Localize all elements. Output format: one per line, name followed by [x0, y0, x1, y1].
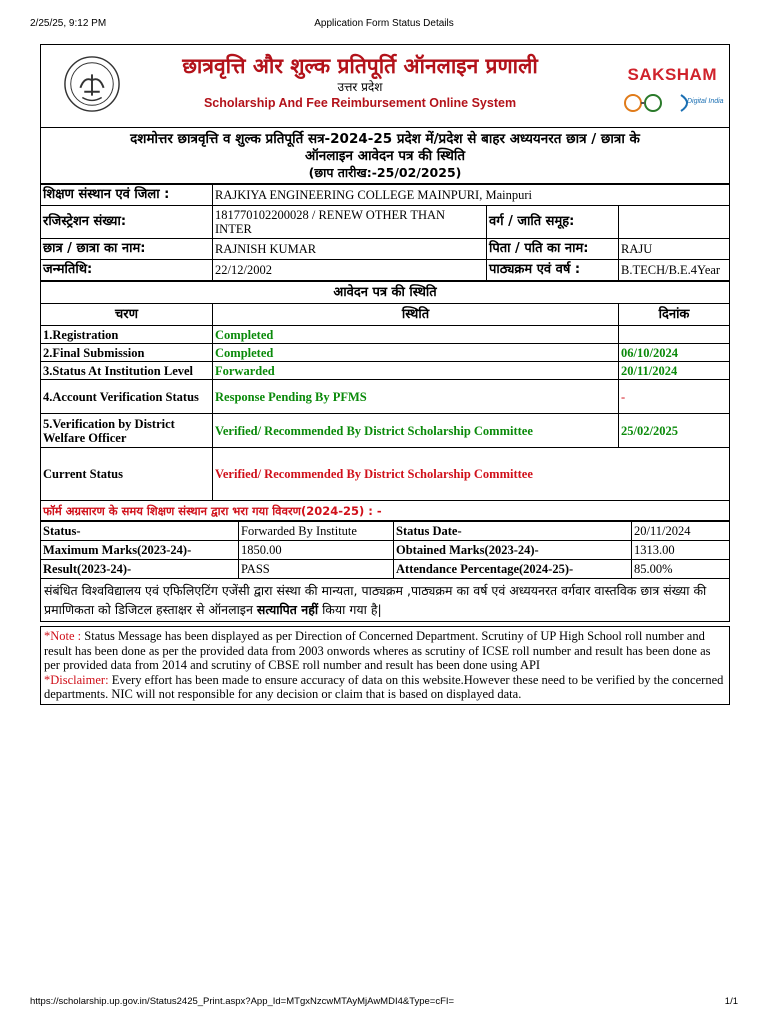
table-row [41, 380, 730, 414]
table-row [41, 344, 730, 362]
date-cell: 06/10/2024 [619, 344, 730, 362]
header-banner [40, 44, 730, 128]
column-header-status: स्थिति [213, 304, 619, 326]
disclaimer-box [40, 626, 730, 705]
table-row [41, 185, 730, 206]
table-row [41, 326, 730, 344]
form-title-block [40, 128, 730, 184]
stage-cell: 5.Verification by District Welfare Officer [41, 414, 213, 448]
status-cell: Verified/ Recommended By District Scholarship Committee [213, 414, 619, 448]
date-cell: - [619, 380, 730, 414]
note-text: Status Message has been displayed as per Direction of Concerned Department. Scrutiny of UP High School roll number and result has been done as per the provided data from 2003 onwords wheres as scrutiny of ICSE roll number and result has been done as per provided data from 2014 and scrutiny of CBSE roll number and result has been done using API [44, 629, 711, 672]
print-footer [30, 996, 738, 1010]
inst-status-label: Status- [41, 522, 239, 541]
print-title: Application Form Status Details [314, 18, 454, 29]
applicant-info-table [40, 184, 730, 281]
svg-text:Digital India: Digital India [687, 98, 724, 105]
student-name-label: छात्र / छात्रा का नाम: [41, 239, 213, 260]
verification-text: संबंधित विश्वविद्यालय एवं एफिलिएटिंग एजेंसी द्वारा संस्था की मान्यता, पाठ्यक्रम ,पाठ्यक्रम का वर्ष एवं अध्ययनरत वर्गवार वास्तविक छात्र संख्या की प्रमाणिकता को डिजिटल हस्ताक्षर से ऑनलाइन [44, 583, 707, 617]
date-cell [619, 326, 730, 344]
portal-english-title: Scholarship And Fee Reimbursement Online System [203, 96, 517, 110]
table-row [41, 362, 730, 380]
institution-section-heading: फॉर्म अग्रसारण के समय शिक्षण संस्थान द्वारा भरा गया विवरण(2024-25) : - [41, 501, 730, 521]
stage-cell: 3.Status At Institution Level [41, 362, 213, 380]
table-row [41, 448, 730, 501]
date-cell: 20/11/2024 [619, 362, 730, 380]
not-verified-text: सत्यापित नहीं [256, 602, 319, 617]
current-status-label: Current Status [41, 448, 213, 501]
print-header [30, 18, 738, 32]
verification-notice [40, 579, 730, 622]
stage-cell: 1.Registration [41, 326, 213, 344]
result-label: Result(2023-24)- [41, 560, 239, 579]
application-status-table [40, 281, 730, 521]
up-government-emblem-icon [63, 55, 121, 113]
disclaimer-text: Every effort has been made to ensure accuracy of data on this website.However these need to be verified by the concerned departments. NIC will not responsible for any decision or claim that is based on displayed data. [44, 672, 724, 701]
status-cell: Response Pending By PFMS [213, 380, 619, 414]
print-date: (छाप तारीख:-25/02/2025) [308, 165, 462, 180]
form-title-line1: दशमोत्तर छात्रवृत्ति व शुल्क प्रतिपूर्ति सत्र-2024-25 प्रदेश में/प्रदेश से बाहर अध्ययनरत छात्र / छात्रा के [130, 131, 640, 147]
portal-hindi-title: छात्रवृत्ति और शुल्क प्रतिपूर्ति ऑनलाइन प्रणाली [182, 54, 538, 78]
status-cell: Completed [213, 344, 619, 362]
table-row [41, 501, 730, 521]
father-name-value: RAJU [619, 239, 730, 260]
caste-label: वर्ग / जाति समूह: [487, 206, 619, 239]
status-document [40, 44, 730, 705]
table-row [41, 282, 730, 304]
attendance-value: 85.00% [632, 560, 730, 579]
form-title-line2: ऑनलाइन आवेदन पत्र की स्थिति [304, 148, 466, 164]
saksham-logo: SAKSHAM [627, 65, 717, 84]
swachh-bharat-glasses-icon [619, 91, 669, 115]
status-section-heading: आवेदन पत्र की स्थिति [41, 282, 730, 304]
column-header-date: दिनांक [619, 304, 730, 326]
institution-value: RAJKIYA ENGINEERING COLLEGE MAINPURI, Mainpuri [213, 185, 730, 206]
registration-label: रजिस्ट्रेशन संख्या: [41, 206, 213, 239]
max-marks-label: Maximum Marks(2023-24)- [41, 541, 239, 560]
note-label: *Note : [44, 629, 82, 643]
table-row [41, 414, 730, 448]
table-row [41, 560, 730, 579]
registration-value: 181770102200028 / RENEW OTHER THAN INTER [213, 206, 487, 239]
status-cell: Completed [213, 326, 619, 344]
table-row [41, 522, 730, 541]
inst-status-value: Forwarded By Institute [239, 522, 394, 541]
table-row [41, 260, 730, 281]
print-datetime: 2/25/25, 9:12 PM [30, 18, 107, 29]
table-row [41, 304, 730, 326]
stage-cell: 2.Final Submission [41, 344, 213, 362]
page-number: 1/1 [724, 996, 738, 1007]
disclaimer-label: *Disclaimer: [44, 672, 109, 687]
verification-text-end: किया गया है| [322, 602, 382, 617]
current-status-value: Verified/ Recommended By District Scholarship Committee [213, 448, 730, 501]
state-name: उत्तर प्रदेश [337, 80, 383, 94]
max-marks-value: 1850.00 [239, 541, 394, 560]
table-row [41, 206, 730, 239]
attendance-label: Attendance Percentage(2024-25)- [394, 560, 632, 579]
stage-cell: 4.Account Verification Status [41, 380, 213, 414]
digital-india-logo-icon [675, 91, 724, 115]
institution-details-table [40, 521, 730, 579]
status-cell: Forwarded [213, 362, 619, 380]
status-date-label: Status Date- [394, 522, 632, 541]
obtained-marks-label: Obtained Marks(2023-24)- [394, 541, 632, 560]
result-value: PASS [239, 560, 394, 579]
status-date-value: 20/11/2024 [632, 522, 730, 541]
column-header-stage: चरण [41, 304, 213, 326]
page-url: https://scholarship.up.gov.in/Status2425_Print.aspx?App_Id=MTgxNzcwMTAyMjAwMDI4&Type=cFI= [30, 996, 455, 1007]
caste-value [619, 206, 730, 239]
table-row [41, 239, 730, 260]
date-cell: 25/02/2025 [619, 414, 730, 448]
dob-value: 22/12/2002 [213, 260, 487, 281]
obtained-marks-value: 1313.00 [632, 541, 730, 560]
student-name-value: RAJNISH KUMAR [213, 239, 487, 260]
institution-label: शिक्षण संस्थान एवं जिला : [41, 185, 213, 206]
father-name-label: पिता / पति का नाम: [487, 239, 619, 260]
course-value: B.TECH/B.E.4Year [619, 260, 730, 281]
dob-label: जन्मतिथि: [41, 260, 213, 281]
table-row [41, 541, 730, 560]
course-label: पाठ्यक्रम एवं वर्ष : [487, 260, 619, 281]
